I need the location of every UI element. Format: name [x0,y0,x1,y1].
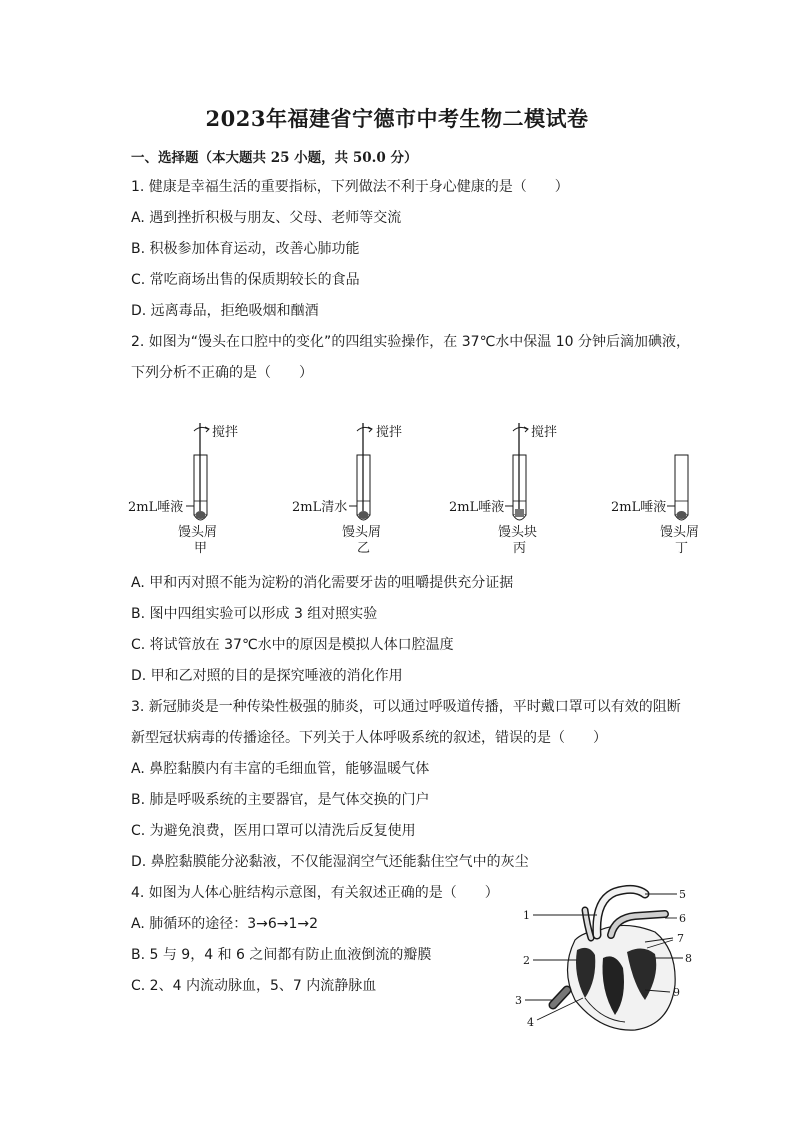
liquid-label-yi: 2mL清水 [292,500,348,515]
saliva-experiment-figure [120,415,720,560]
heart-label-9: 9 [673,986,680,999]
stir-label-jia: 搅拌 [212,425,239,440]
question-1-option-d: D. 远离毒品，拒绝吸烟和酗酒 [131,303,319,319]
question-2-stem-line-1: 2. 如图为“馒头在口腔中的变化”的四组实验操作，在 37℃水中保温 10 分钟后滴加碘液， [131,334,691,350]
stir-label-yi: 搅拌 [376,425,403,440]
heart-label-4: 4 [527,1016,534,1029]
food-label-ding: 馒头屑 [660,525,700,540]
question-2-option-c: C. 将试管放在 37℃水中的原因是模拟人体口腔温度 [131,637,454,653]
page-title: 2023年福建省宁德市中考生物二模试卷 [205,106,589,131]
question-1-option-c: C. 常吃商场出售的保质期较长的食品 [131,272,360,288]
tube-name-ding: 丁 [675,541,689,556]
question-4-option-b: B. 5 与 9，4 和 6 之间都有防止血液倒流的瓣膜 [131,947,432,963]
tube-name-yi: 乙 [357,541,371,556]
tube-name-bing: 丙 [513,541,527,556]
question-4-stem: 4. 如图为人体心脏结构示意图，有关叙述正确的是（ ） [131,885,499,901]
heart-label-1: 1 [523,909,530,922]
question-3-option-a: A. 鼻腔黏膜内有丰富的毛细血管，能够温暖气体 [131,761,430,777]
heart-label-3: 3 [515,994,522,1007]
question-1-stem: 1. 健康是幸福生活的重要指标，下列做法不利于身心健康的是（ ） [131,179,569,195]
test-tube-bing [449,423,557,556]
question-2-option-a: A. 甲和丙对照不能为淀粉的消化需要牙齿的咀嚼提供充分证据 [131,575,514,591]
test-tube-ding [611,455,699,556]
heart-label-7: 7 [677,932,684,945]
food-label-bing: 馒头块 [498,525,538,540]
question-2-option-b: B. 图中四组实验可以形成 3 组对照实验 [131,606,378,622]
section-heading: 一、选择题（本大题共 25 小题，共 50.0 分） [131,150,418,166]
heart-label-8: 8 [685,952,692,965]
question-2-stem-line-2: 下列分析不正确的是（ ） [131,365,313,381]
heart-label-2: 2 [523,954,530,967]
question-1-option-b: B. 积极参加体育运动，改善心肺功能 [131,241,360,257]
tube-name-jia: 甲 [194,541,208,556]
question-3-option-c: C. 为避免浪费，医用口罩可以清洗后反复使用 [131,823,416,839]
test-tube-yi [292,423,402,556]
stir-label-bing: 搅拌 [531,425,558,440]
question-1-option-a: A. 遇到挫折积极与朋友、父母、老师等交流 [131,210,402,226]
liquid-label-ding: 2mL唾液 [611,500,667,515]
food-label-yi: 馒头屑 [342,525,382,540]
question-3-option-b: B. 肺是呼吸系统的主要器官，是气体交换的门户 [131,792,430,808]
question-3-option-d: D. 鼻腔黏膜能分泌黏液，不仅能湿润空气还能黏住空气中的灰尘 [131,854,529,870]
question-4-option-c: C. 2、4 内流动脉血，5、7 内流静脉血 [131,978,377,994]
liquid-label-jia: 2mL唾液 [128,500,184,515]
question-2-option-d: D. 甲和乙对照的目的是探究唾液的消化作用 [131,668,403,684]
liquid-label-bing: 2mL唾液 [449,500,505,515]
test-tube-jia [128,423,238,556]
food-label-jia: 馒头屑 [178,525,218,540]
question-3-stem-line-1: 3. 新冠肺炎是一种传染性极强的肺炎，可以通过呼吸道传播，平时戴口罩可以有效的阻断 [131,699,681,715]
heart-label-5: 5 [679,888,686,901]
heart-label-6: 6 [679,912,686,925]
question-4-option-a: A. 肺循环的途径：3→6→1→2 [131,916,319,932]
question-3-stem-line-2: 新型冠状病毒的传播途径。下列关于人体呼吸系统的叙述，错误的是（ ） [131,730,607,746]
heart-structure-diagram [505,880,705,1040]
